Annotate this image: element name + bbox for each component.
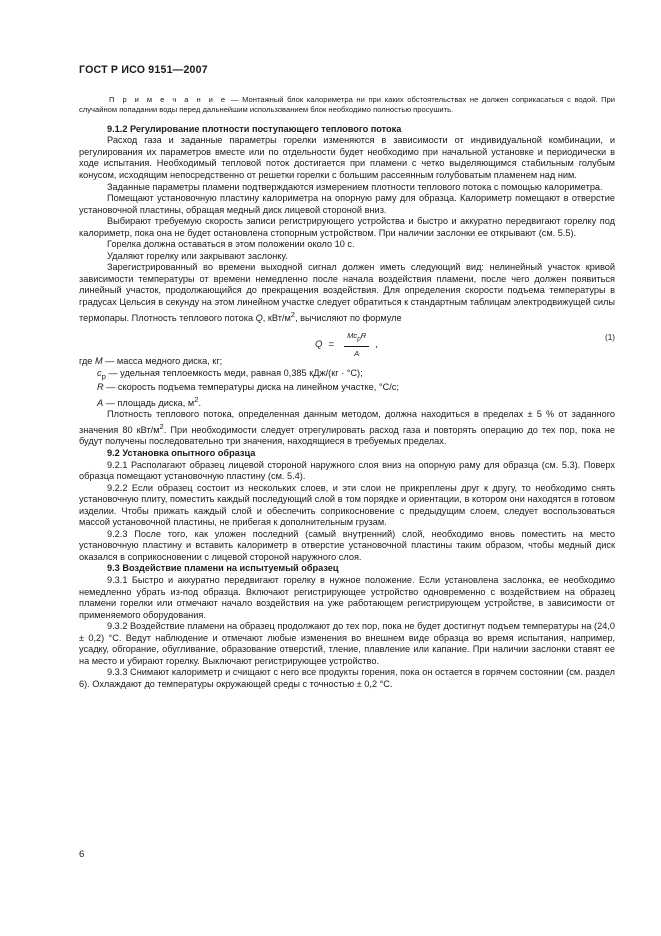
- paragraph-flux-density: [79, 409, 615, 448]
- note-paragraph: [79, 95, 615, 116]
- symbol-a: A: [97, 397, 104, 408]
- formula-equals: =: [328, 339, 335, 351]
- flux-text-a: Плотность теплового потока, определенная данным методом, должна находиться в пределах ± 5 % от заданного значения 80 кВт/м: [79, 409, 615, 435]
- note-text: — Монтажный блок калориметра ни при каких обстоятельствах не должен соприкасаться с водой. При случайном попадании воды перед дальнейшим использованием блок необходимо полностью просушить.: [79, 95, 615, 115]
- paragraph-9-2-3: 9.2.3 После того, как уложен последний (самый внутренний) слой, необходимо вновь поместить на место установочную пластину и вставить калориметр в отверстие установочной пластины таким образом, чтобы медный диск оказался в соприкосновении с лицевой стороной наружного слоя.: [79, 528, 615, 562]
- where-word: где: [79, 356, 95, 367]
- paragraph-remove-burner: Удаляют горелку или закрывают заслонку.: [107, 250, 288, 261]
- paragraph-9-3-3: 9.3.3 Снимают калориметр и счищают с него все продукты горения, пока он остается в горячем состоянии (см. раздел 6). Охлаждают до температуры окружающей среды с точностью ± 0,2 °С.: [79, 667, 615, 689]
- paragraph-calorimeter-plate: Помещают установочную пластину калориметра на опорную раму для образца. Калориметр помещают в отверстие установочной пластины, обращая медный диск лицевой стороной вниз.: [79, 193, 615, 215]
- paragraph-9-2-1: 9.2.1 Располагают образец лицевой стороной наружного слоя вниз на опорную раму для образца (см. 5.3). Поверх образца помещают установочную пластину (см. 5.4).: [79, 459, 615, 482]
- section-heading-9-2: 9.2 Установка опытного образца: [107, 447, 256, 458]
- heat-capacity-text: — удельная теплоемкость меди, равная 0,385 кДж/(кг · °С);: [105, 367, 363, 378]
- definition-rate: [79, 382, 615, 394]
- formula-denominator: A: [354, 349, 360, 359]
- note-label: П р и м е ч а н и е: [109, 95, 228, 104]
- numerator-mc: Mc: [347, 331, 358, 341]
- symbol-r: R: [97, 382, 104, 393]
- paragraph-burner-hold: Горелка должна оставаться в этом положении около 10 с.: [107, 239, 355, 250]
- area-superscript: 2: [194, 394, 199, 404]
- symbol-c: c: [97, 367, 102, 378]
- formula-comma: ,: [375, 339, 378, 351]
- unit-superscript: 2: [290, 309, 296, 319]
- paragraph-9-2-2: 9.2.2 Если образец состоит из нескольких слоев, и эти слои не прикреплены друг к другу, то необходимо снять установочную плиту, поместить каждый последующий слой в том порядке и ориентации, в котором они находятся в готовом изделии. Чтобы прижать каждый слой и обеспечить соприкосновение с предыдущим слоем, следует воспользоваться массой установочной пластины, не прибегая к дополнительным грузам.: [79, 482, 615, 528]
- definition-area: [79, 394, 615, 410]
- formula-fraction: [344, 330, 369, 360]
- formula-1: [315, 330, 378, 360]
- paragraph-flame-params: Заданные параметры пламени подтверждаются измерением плотности теплового потока с помощью калориметра.: [107, 181, 603, 192]
- section-heading-9-1-2: 9.1.2 Регулирование плотности поступающего теплового потока: [107, 123, 402, 134]
- page-number: 6: [79, 849, 85, 860]
- rate-text: — скорость подъема температуры диска на линейном участке, °С/с;: [103, 382, 399, 393]
- formula-number: (1): [604, 333, 615, 343]
- symbol-q: Q: [255, 312, 263, 323]
- definition-heat-capacity: [79, 368, 615, 382]
- symbol-c-sub: p: [101, 371, 106, 381]
- numerator-r: R: [360, 331, 367, 341]
- paragraph-output-signal: [79, 262, 615, 324]
- formula-block: [79, 326, 615, 359]
- signal-text: Зарегистрированный во времени выходной сигнал должен иметь следующий вид: нелинейный участок кривой зависимости температуры от времени немедленно после начала воздействия пламени, после чего должен появиться линейный участок, продолжающийся до прекращения воздействия. Для определения скорости подъема температуры в градусах Цельсия в секунду на этом линейном участке следует обратиться к стандартным таблицам электродвижущей силы термопары. Плотность теплового потока: [79, 262, 615, 323]
- area-text: — площадь диска, м: [103, 397, 195, 408]
- area-end: .: [198, 397, 202, 408]
- paragraph-9-3-2: 9.3.2 Воздействие пламени на образец продолжают до тех пор, пока не будет достигнут подъем температуры на (24,0 ± 0,2) °С. Ведут наблюдение и отмечают любые изменения во внешнем виде образца во время испытания, например, усадку, обгорание, обугливание, образование отверстий, тление, плавление или капание. При наличии заслонки ставят ее на место и убирают горелку. Выключают регистрирующее устройство.: [79, 621, 615, 666]
- formula-intro: , вычисляют по формуле: [295, 312, 402, 323]
- document-header: ГОСТ Р ИСО 9151—2007: [79, 64, 208, 76]
- numerator-sub: p: [357, 335, 361, 343]
- unit-text: , кВт/м: [262, 312, 291, 323]
- paragraph-recording-speed: Выбирают требуемую скорость записи регистрирующего устройства и быстро и аккуратно передвигают горелку под калориметр, пока она не будет остановлена стопорным устройством. При наличии заслонки ее открывают (см. 5.5).: [79, 216, 615, 238]
- formula-lhs: Q: [315, 339, 323, 351]
- document-body: [79, 95, 615, 690]
- flux-text-b: . При необходимости следует отрегулировать расход газа и повторять операцию до тех пор, пока не будут получены последовательно три значения, находящиеся в требуемых пределах.: [79, 424, 615, 447]
- symbol-m: M: [94, 356, 103, 367]
- section-heading-9-3: 9.3 Воздействие пламени на испытуемый образец: [107, 563, 339, 574]
- formula-numerator: [344, 330, 369, 347]
- flux-superscript: 2: [159, 421, 164, 431]
- mass-text: — масса медного диска, кг;: [102, 356, 223, 367]
- paragraph-gas-flow: Расход газа и заданные параметры горелки изменяются в зависимости от индивидуальной комбинации, и регулирования их параметров вместе или по отдельности будет необходимо при начальной установке и периодически в ходе испытания. Необходимый тепловой поток достигается при пламени с четко выделяющимся стабильным голубым конусом, исходящим непосредственно от решетки горелки с большим рассеянным голубоватым пламенем над ним.: [79, 135, 615, 180]
- paragraph-9-3-1: 9.3.1 Быстро и аккуратно передвигают горелку в нужное положение. Если установлена заслонка, ее необходимо немедленно убрать из-под образца. Включают регистрирующее устройство одновременно с воздействием на образец пламени горелки или отмечают начало воздействия на уже работающем регистрирующем устройстве, в зависимости от применяемого оборудования.: [79, 574, 615, 620]
